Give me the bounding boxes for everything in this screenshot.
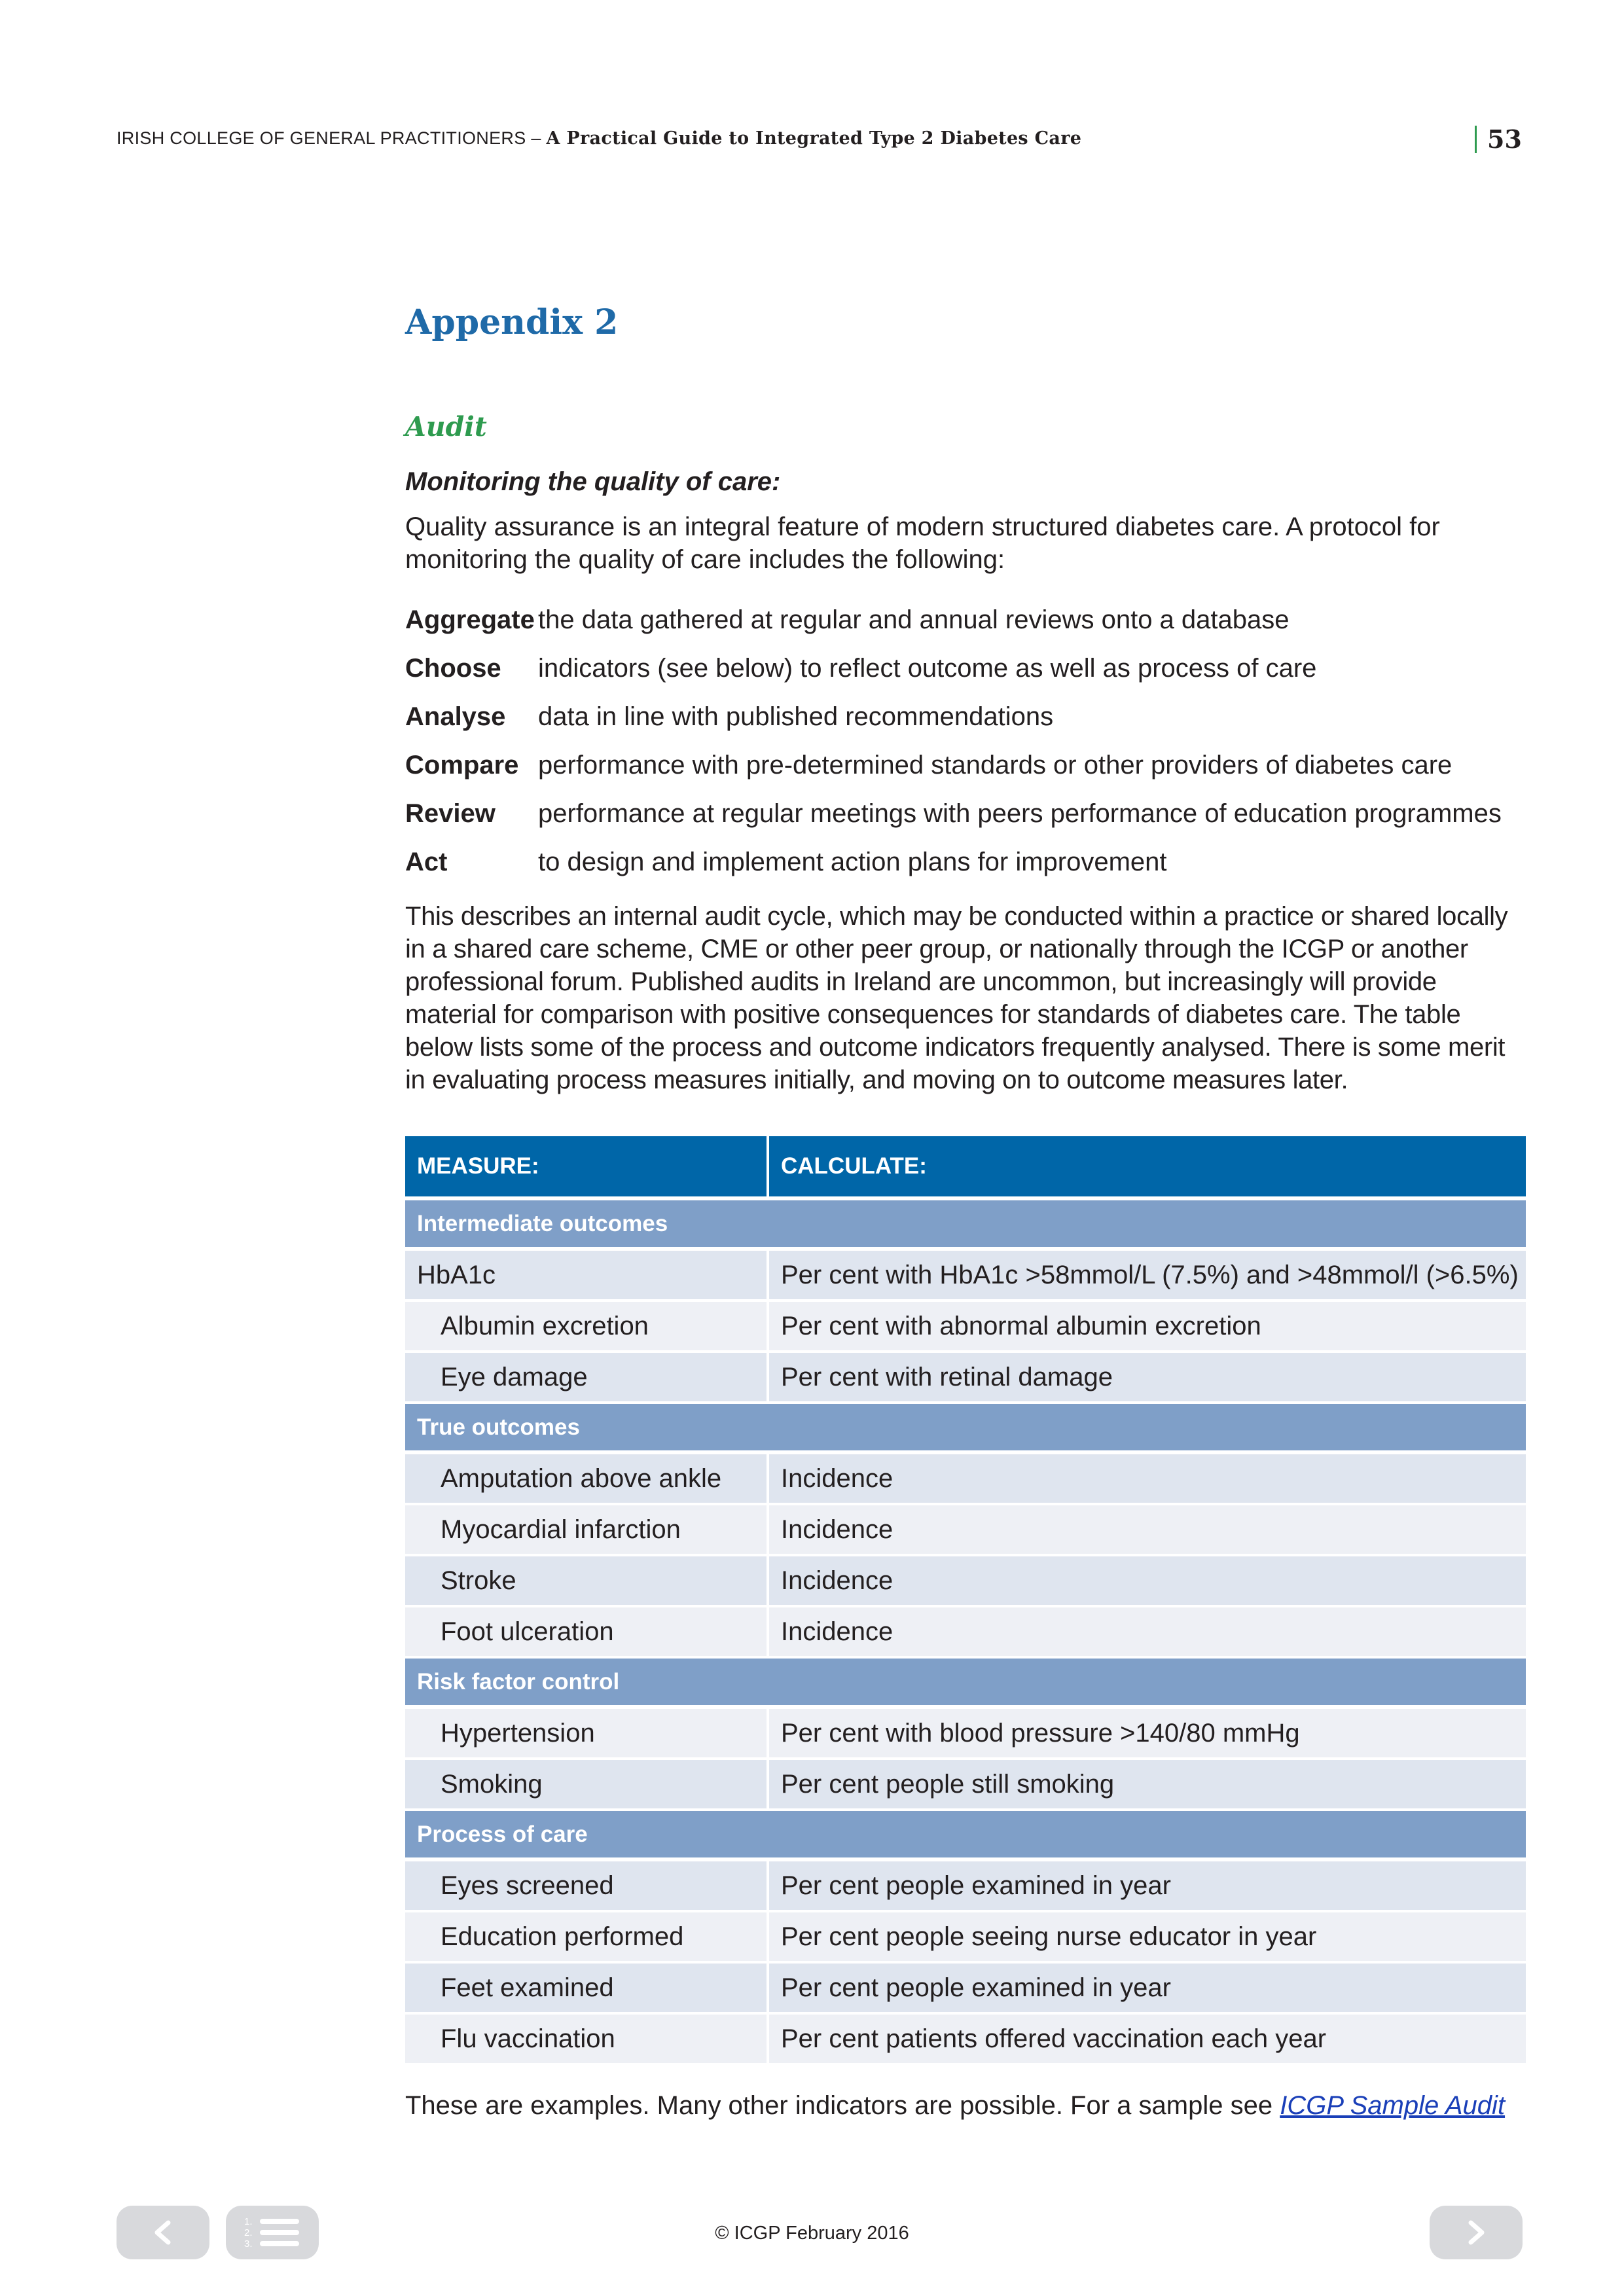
measure-text: Feet examined (441, 1973, 614, 2002)
measure-cell (405, 1353, 767, 1401)
measure-text: Albumin excretion (441, 1312, 649, 1340)
measure-cell (405, 1964, 767, 2012)
calculate-cell (769, 1556, 1526, 1605)
calculate-text: Per cent with abnormal albumin excretion (781, 1312, 1261, 1340)
calculate-cell (769, 1353, 1526, 1401)
calculate-text: Incidence (781, 1464, 893, 1493)
page-title: Appendix 2 (405, 302, 619, 342)
measure-cell (405, 1912, 767, 1961)
table-row (405, 1353, 1526, 1401)
calculate-cell (769, 2015, 1526, 2063)
header-org: IRISH COLLEGE OF GENERAL PRACTITIONERS (117, 128, 526, 148)
step-term: Act (405, 848, 448, 876)
table-row (405, 1964, 1526, 2012)
measure-text: Hypertension (441, 1719, 595, 1748)
column-header-measure: MEASURE: (417, 1153, 539, 1179)
table-row (405, 1709, 1526, 1757)
calculate-cell (769, 1964, 1526, 2012)
calculate-text: Per cent with HbA1c >58mmol/L (7.5%) and >48mmol/l (>6.5%) (781, 1261, 1519, 1289)
calculate-text: Per cent people examined in year (781, 1973, 1171, 2002)
measure-cell (405, 1556, 767, 1605)
calculate-text: Incidence (781, 1566, 893, 1595)
table-row (405, 1251, 1526, 1299)
calculate-cell (769, 1302, 1526, 1350)
measure-text: HbA1c (417, 1261, 496, 1289)
audit-cycle-paragraph: This describes an internal audit cycle, which may be conducted within a practice or shared locally in a shared care scheme, CME or other peer group, or nationally through the ICGP or another professional forum. Published audits in Ireland are uncommon, but increasingly will provide material for comparison with positive consequences for standards of diabetes care. The table below lists some of the process and outcome indicators frequently analysed. There is some merit in evaluating process measures initially, and moving on to outcome measures later. (405, 902, 1508, 1094)
measure-cell (405, 1760, 767, 1808)
table-of-contents-icon (226, 2206, 319, 2259)
step-description: data in line with published recommendations (538, 702, 1054, 731)
page-number: 53 (1487, 124, 1522, 154)
table-row (405, 1861, 1526, 1910)
measure-cell (405, 2015, 767, 2063)
table-row (405, 1760, 1526, 1808)
step-description: the data gathered at regular and annual reviews onto a database (538, 605, 1290, 634)
next-page-button[interactable] (1430, 2206, 1523, 2259)
calculate-cell (769, 1251, 1526, 1299)
measure-text: Stroke (441, 1566, 516, 1595)
calculate-text: Per cent with blood pressure >140/80 mmHg (781, 1719, 1300, 1748)
toc-number: 2. (244, 2227, 253, 2238)
footnote (405, 2091, 1505, 2121)
measure-cell (405, 1861, 767, 1910)
header-title: A Practical Guide to Integrated Type 2 Diabetes Care (546, 128, 1082, 149)
chevron-left-icon (117, 2206, 209, 2259)
copyright: © ICGP February 2016 (715, 2223, 909, 2244)
measure-text: Eyes screened (441, 1871, 614, 1900)
calculate-cell (769, 1760, 1526, 1808)
table-row (405, 1454, 1526, 1503)
table-section-row (405, 1200, 1526, 1247)
calculate-cell (769, 1454, 1526, 1503)
step-term: Review (405, 799, 496, 828)
sample-audit-link[interactable]: ICGP Sample Audit (1280, 2091, 1506, 2120)
measure-text: Eye damage (441, 1363, 588, 1391)
step-term: Analyse (405, 702, 506, 731)
measure-text: Foot ulceration (441, 1617, 614, 1646)
step-description: performance with pre-determined standards or other providers of diabetes care (538, 751, 1453, 780)
page-number-rule (1475, 126, 1477, 153)
table-section-row (405, 1659, 1526, 1705)
measure-cell (405, 1607, 767, 1656)
step-description: to design and implement action plans for improvement (538, 848, 1167, 876)
measure-cell (405, 1454, 767, 1503)
header-separator: – (526, 128, 547, 148)
step-term: Compare (405, 751, 519, 780)
table-row (405, 1556, 1526, 1605)
step-term: Choose (405, 654, 501, 683)
calculate-text: Per cent people examined in year (781, 1871, 1171, 1900)
measure-cell (405, 1302, 767, 1350)
column-header-calculate: CALCULATE: (781, 1153, 927, 1179)
table-section-row (405, 1404, 1526, 1450)
calculate-cell (769, 1861, 1526, 1910)
toc-number: 3. (244, 2238, 253, 2250)
measure-text: Education performed (441, 1922, 684, 1951)
calculate-cell (769, 1912, 1526, 1961)
measure-text: Flu vaccination (441, 2024, 615, 2053)
table-section-row (405, 1811, 1526, 1857)
running-header (117, 128, 1081, 149)
calculate-text: Incidence (781, 1617, 893, 1646)
previous-page-button[interactable] (117, 2206, 209, 2259)
calculate-cell (769, 1709, 1526, 1757)
chevron-right-icon (1430, 2206, 1523, 2259)
table-row (405, 1505, 1526, 1554)
measure-cell (405, 1505, 767, 1554)
toc-number: 1. (244, 2216, 253, 2227)
footnote-text: These are examples. Many other indicators are possible. For a sample see (405, 2091, 1280, 2120)
calculate-text: Per cent with retinal damage (781, 1363, 1113, 1391)
table-of-contents-button[interactable] (226, 2206, 319, 2259)
measure-cell (405, 1251, 767, 1299)
section-label: Process of care (417, 1821, 588, 1847)
table-row (405, 1607, 1526, 1656)
section-title: Audit (405, 411, 487, 442)
section-label: Risk factor control (417, 1669, 620, 1695)
step-term: Aggregate (405, 605, 535, 634)
measure-text: Smoking (441, 1770, 543, 1799)
intro-paragraph: Quality assurance is an integral feature of modern structured diabetes care. A protocol for monitoring the quality of care includes the following: (405, 512, 1440, 574)
table-row (405, 1302, 1526, 1350)
table-row (405, 2015, 1526, 2063)
subheading: Monitoring the quality of care: (405, 467, 781, 496)
calculate-text: Per cent patients offered vaccination each year (781, 2024, 1327, 2053)
header-divider (767, 1136, 769, 1196)
table-row (405, 1912, 1526, 1961)
section-label: True outcomes (417, 1414, 580, 1440)
calculate-cell (769, 1505, 1526, 1554)
calculate-text: Per cent people seeing nurse educator in year (781, 1922, 1317, 1951)
section-label: Intermediate outcomes (417, 1211, 668, 1236)
measure-cell (405, 1709, 767, 1757)
measure-text: Amputation above ankle (441, 1464, 722, 1493)
calculate-text: Per cent people still smoking (781, 1770, 1115, 1799)
calculate-text: Incidence (781, 1515, 893, 1544)
measure-text: Myocardial infarction (441, 1515, 681, 1544)
step-description: performance at regular meetings with peers performance of education programmes (538, 799, 1502, 828)
table-header-row (405, 1136, 1526, 1196)
calculate-cell (769, 1607, 1526, 1656)
step-description: indicators (see below) to reflect outcome as well as process of care (538, 654, 1317, 683)
